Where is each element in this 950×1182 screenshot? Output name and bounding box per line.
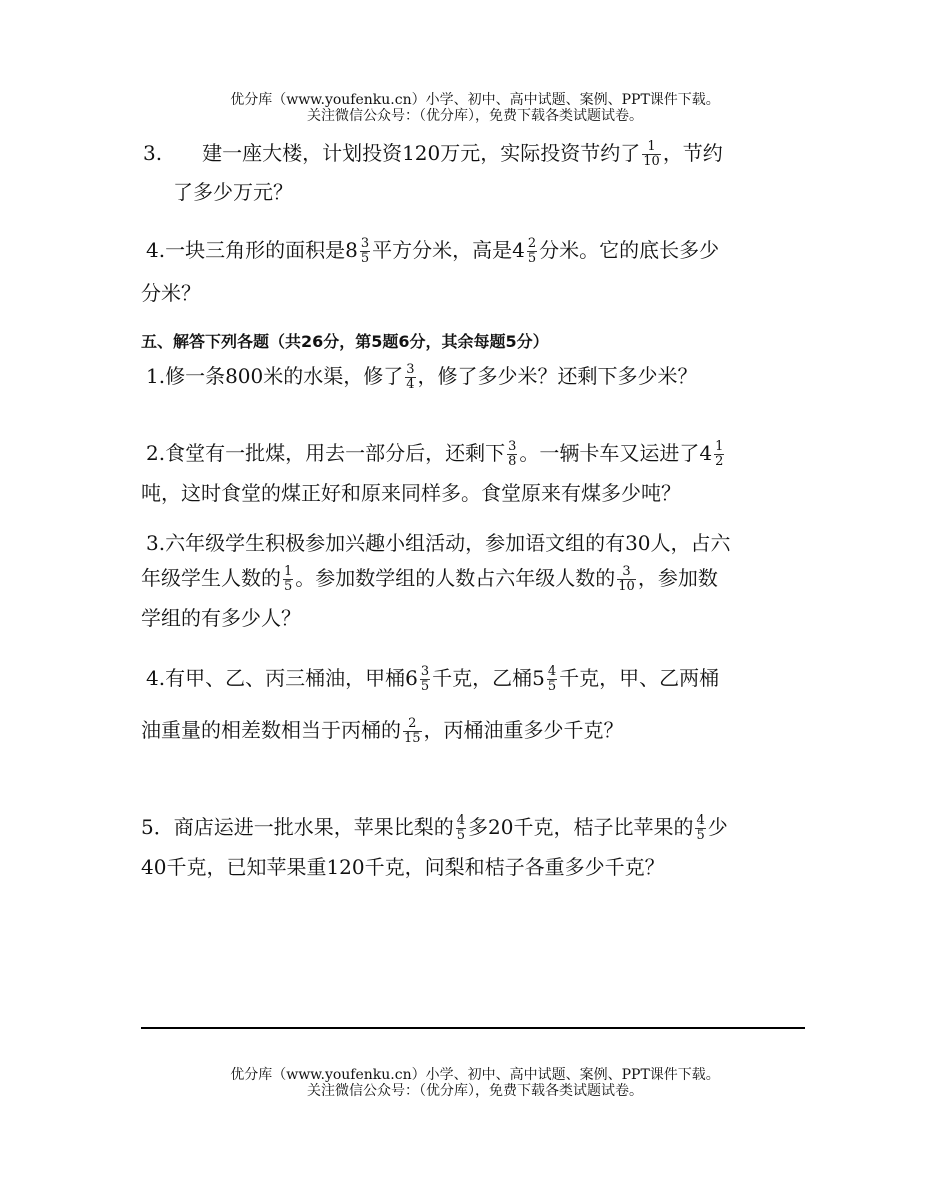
fraction: $\frac{1}{5}$ [284,564,293,594]
problem-4-line-1: 4.有甲、乙、丙三桶油，甲桶6 $\frac{3}{5}$ 千克，乙桶5 $\frac{4}{5}$ 千克，甲、乙两桶 [146,664,720,694]
question-3-line-2: 了多少万元？ [173,180,293,204]
section-5-title: 五、解答下列各题（共26分，第5题6分，其余每题5分） [141,332,549,351]
page-header [0,92,950,124]
fraction: $\frac{4}{5}$ [456,813,466,843]
problem-5-line-1: 5．商店运进一批水果，苹果比梨的 $\frac{4}{5}$ 多20千克，桔子比苹果的 $\frac{4}{5}$ 少 [141,813,728,843]
problem-3-line-1: 3.六年级学生积极参加兴趣小组活动，参加语文组的有30人，占六 [146,531,731,555]
fraction: $\frac{3}{10}$ [618,564,635,594]
mixed-number: 8 $\frac{3}{5}$ [345,236,370,266]
mixed-number: 4 $\frac{2}{5}$ [512,236,537,266]
problem-1-line: 1.修一条800米的水渠，修了 $\frac{3}{4}$ ，修了多少米？还剩下多少米？ [146,362,698,392]
mixed-number: 4 $\frac{1}{2}$ [699,439,724,469]
fraction: $\frac{3}{8}$ [508,439,517,469]
problem-2-line-2: 吨，这时食堂的煤正好和原来同样多。食堂原来有煤多少吨？ [141,481,681,505]
header-line-1: 优分库（www.youfenku.cn）小学、初中、高中试题、案例、PPT课件下载。 [230,92,720,108]
problem-5-line-2: 40千克，已知苹果重120千克，问梨和桔子各重多少千克？ [141,855,665,879]
problem-3-line-2: 年级学生人数的 $\frac{1}{5}$ 。参加数学组的人数占六年级人数的 $\frac{3}{10}$ ，参加数 [141,564,718,594]
footer-line-1: 优分库（www.youfenku.cn）小学、初中、高中试题、案例、PPT课件下载。 [230,1067,720,1083]
problem-4-line-2: 油重量的相差数相当于丙桶的 $\frac{2}{15}$ ，丙桶油重多少千克？ [141,716,624,746]
header-line-2: 关注微信公众号：（优分库），免费下载各类试题试卷。 [307,108,643,124]
question-4-line-2: 分米？ [141,281,201,305]
mixed-number: 5 $\frac{4}{5}$ [532,664,557,694]
question-4-line-1: 4.一块三角形的面积是8 $\frac{3}{5}$ 平方分米，高是4 $\frac{2}{5}$ 分米。它的底长多少 [146,236,720,266]
problem-2-line-1: 2.食堂有一批煤，用去一部分后，还剩下 $\frac{3}{8}$ 。一辆卡车又运进了4 $\frac{1}{2}$ [146,440,726,469]
footer-line-2: 关注微信公众号：（优分库），免费下载各类试题试卷。 [307,1083,643,1099]
footer-divider [141,1027,805,1029]
mixed-number: 6 $\frac{3}{5}$ [405,664,430,694]
problem-3-line-3: 学组的有多少人？ [141,606,301,630]
page-footer [0,1067,950,1099]
fraction: $\frac{2}{15}$ [404,716,421,746]
fraction: $\frac{4}{5}$ [696,813,705,843]
question-3-line-1: 3. 建一座大楼，计划投资120万元，实际投资节约了 $\frac{1}{10}$ ，节约 [143,139,723,169]
fraction: $\frac{3}{4}$ [406,362,415,392]
fraction: $\frac{1}{10}$ [643,139,660,169]
